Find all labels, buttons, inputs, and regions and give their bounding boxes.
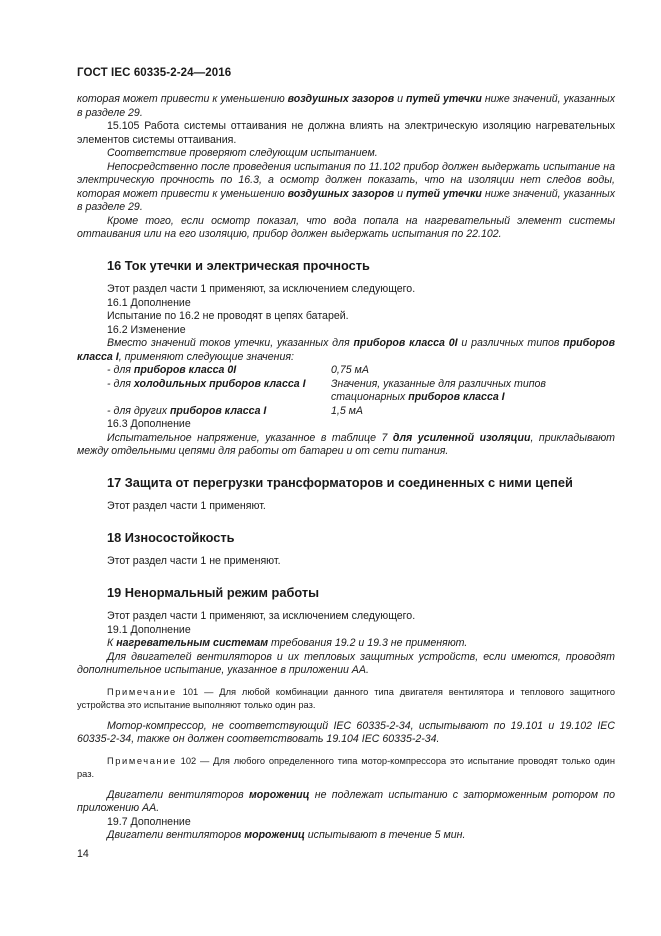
- paragraph: Кроме того, если осмотр показал, что вода попала на нагревательный элемент системы оттаивания или на его изоляцию, прибор должен выдержать испытания по 22.102.: [77, 214, 615, 240]
- paragraph: 15.105 Работа системы оттаивания не должна влиять на электрическую изоляцию нагревательных элементов системы оттаивания.: [77, 120, 615, 146]
- section-heading: 18 Износостойкость: [107, 529, 235, 545]
- note: Примечание 102 — Для любого определенного типа мотор-компрессора это испытание проводят только один раз.: [77, 755, 615, 779]
- clause-number: 16.2 Изменение: [107, 323, 186, 336]
- value-row: - для других приборов класса I 1,5 мА: [107, 404, 363, 417]
- paragraph: Этот раздел части 1 применяют, за исключением следующего.: [107, 610, 416, 622]
- section-heading: 19 Ненормальный режим работы: [107, 584, 320, 600]
- page-content: [77, 93, 615, 843]
- paragraph: Двигатели вентиляторов морожениц испытывают в течение 5 мин.: [107, 829, 466, 841]
- note: Примечание 101 — Для любой комбинации данного типа двигателя вентилятора и теплового защитного устройства это испытание выполняют только один раз.: [77, 686, 615, 710]
- value-row: - для приборов класса 0I 0,75 мА: [107, 364, 369, 376]
- paragraph: Двигатели вентиляторов морожениц не подлежат испытанию с заторможенным ротором по приложению АА.: [77, 788, 615, 814]
- clause-number: 19.7 Дополнение: [107, 815, 191, 828]
- section-heading: 17 Защита от перегрузки трансформаторов и соединенных с ними цепей: [107, 474, 573, 490]
- clause-number: 16.1 Дополнение: [107, 296, 191, 309]
- page-number: 14: [77, 848, 89, 860]
- paragraph: Этот раздел части 1 не применяют.: [107, 555, 281, 567]
- paragraph: Этот раздел части 1 применяют.: [107, 500, 266, 512]
- paragraph: Вместо значений токов утечки, указанных для приборов класса 0I и различных типов приборов класса I, применяют следующие значения:: [77, 337, 616, 363]
- paragraph: Непосредственно после проведения испытания по 11.102 прибор должен выдержать испытание на электрическую прочность по 16.3, а осмотр должен показать, что на изоляции нет следов воды, которая может привести к уменьшению воздушных зазоров и путей утечки ниже значений, указанных в разделе 29.: [77, 160, 615, 213]
- paragraph: Этот раздел части 1 применяют, за исключением следующего.: [107, 283, 416, 295]
- value-row: - для холодильных приборов класса I Значения, указанные для различных типов стационарных приборов класса I: [107, 377, 546, 403]
- paragraph: Для двигателей вентиляторов и их тепловых защитных устройств, если имеются, проводят дополнительное испытание, указанное в приложении АА.: [77, 650, 615, 676]
- clause-number: 16.3 Дополнение: [107, 418, 191, 430]
- paragraph: К нагревательным системам требования 19.2 и 19.3 не применяют.: [107, 637, 468, 649]
- paragraph: Испытательное напряжение, указанное в таблице 7 для усиленной изоляции, прикладывают между отдельными цепями для работы от батареи и от сети питания.: [77, 431, 616, 457]
- document-header: ГОСТ IEC 60335-2-24—2016: [77, 67, 232, 79]
- paragraph: Мотор-компрессор, не соответствующий IEC 60335-2-34, испытывают по 19.101 и 19.102 IEC 60335-2-34, также он должен соответствовать 19.104 IEC 60335-2-34.: [77, 719, 615, 745]
- paragraph: Испытание по 16.2 не проводят в цепях батарей.: [107, 310, 349, 322]
- clause-number: 19.1 Дополнение: [107, 623, 191, 636]
- paragraph: которая может привести к уменьшению воздушных зазоров и путей утечки ниже значений, указанных в разделе 29.: [77, 93, 615, 119]
- section-heading: 16 Ток утечки и электрическая прочность: [107, 257, 370, 273]
- paragraph: Соответствие проверяют следующим испытанием.: [107, 147, 378, 159]
